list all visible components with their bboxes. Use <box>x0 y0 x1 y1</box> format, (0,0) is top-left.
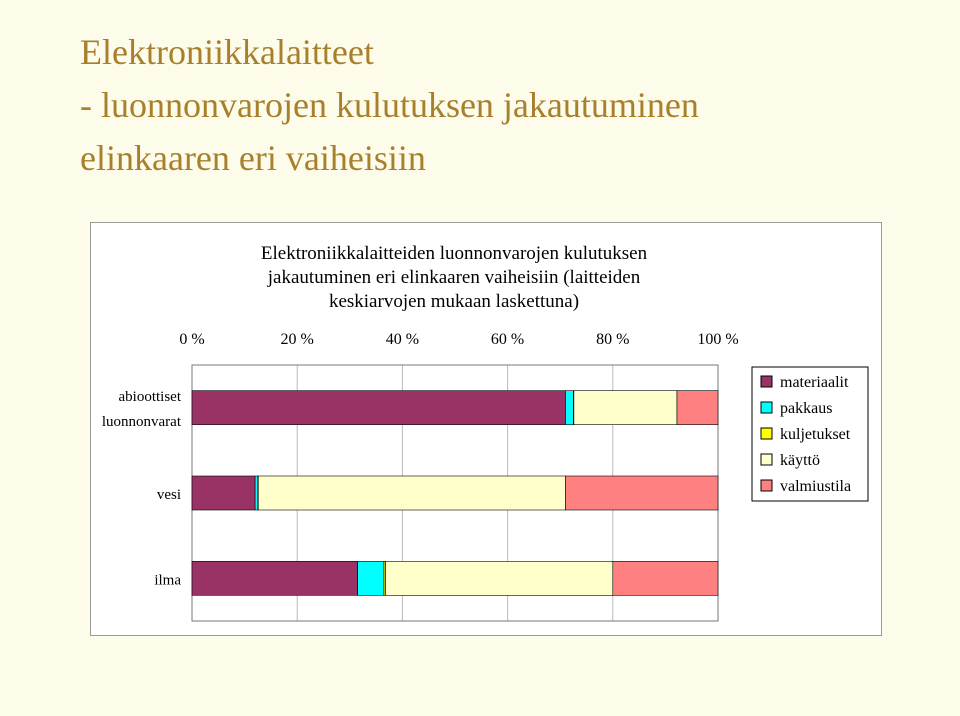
x-tick-label-3: 60 % <box>490 331 525 348</box>
stacked-bar-chart <box>91 223 883 637</box>
legend-label-4: valmiustila <box>780 478 852 495</box>
legend-swatch-0 <box>761 376 772 387</box>
x-tick-label-5: 100 % <box>697 331 739 348</box>
slide-title <box>80 26 940 185</box>
bar-segment-0-1 <box>565 391 573 425</box>
bar-segment-2-0 <box>192 561 358 595</box>
category-label-2-line-0: ilma <box>154 572 181 589</box>
chart-title-line-2: jakautuminen eri elinkaaren vaiheisiin (laitteiden <box>267 267 641 288</box>
x-tick-label-2: 40 % <box>385 331 420 348</box>
category-label-0-line-0: abioottiset <box>118 389 181 406</box>
bar-segment-1-1 <box>255 476 258 510</box>
legend-swatch-2 <box>761 428 772 439</box>
category-label-0-line-1: luonnonvarat <box>101 414 181 431</box>
slide-title-line-1: Elektroniikkalaitteet <box>80 32 374 72</box>
legend-label-1: pakkaus <box>780 400 833 417</box>
slide-title-line-2: - luonnonvarojen kulutuksen jakautuminen <box>80 85 699 125</box>
x-tick-label-1: 20 % <box>280 331 314 348</box>
bar-segment-1-3 <box>258 476 565 510</box>
category-label-1-line-0: vesi <box>156 487 181 503</box>
chart-title-line-3: keskiarvojen mukaan laskettuna) <box>328 291 580 312</box>
x-tick-label-0: 0 % <box>179 331 205 348</box>
bar-segment-0-3 <box>574 391 677 425</box>
legend-swatch-4 <box>761 480 772 491</box>
bar-segment-2-3 <box>386 561 613 595</box>
legend-swatch-3 <box>761 454 772 465</box>
slide-title-line-3: elinkaaren eri vaiheisiin <box>80 138 426 178</box>
x-tick-label-4: 80 % <box>596 331 630 348</box>
bar-segment-1-0 <box>192 476 255 510</box>
bar-segment-2-4 <box>613 561 718 595</box>
bar-segment-0-0 <box>192 391 565 425</box>
chart-panel <box>90 222 882 636</box>
legend-label-0: materiaalit <box>780 374 849 391</box>
bar-segment-0-4 <box>677 391 718 425</box>
bar-segment-1-4 <box>565 476 718 510</box>
chart-title-line-1: Elektroniikkalaitteiden luonnonvarojen kulutuksen <box>260 243 648 264</box>
legend-label-2: kuljetukset <box>780 426 851 443</box>
legend-label-3: käyttö <box>780 452 820 469</box>
bar-segment-2-1 <box>358 561 384 595</box>
legend-swatch-1 <box>761 402 772 413</box>
